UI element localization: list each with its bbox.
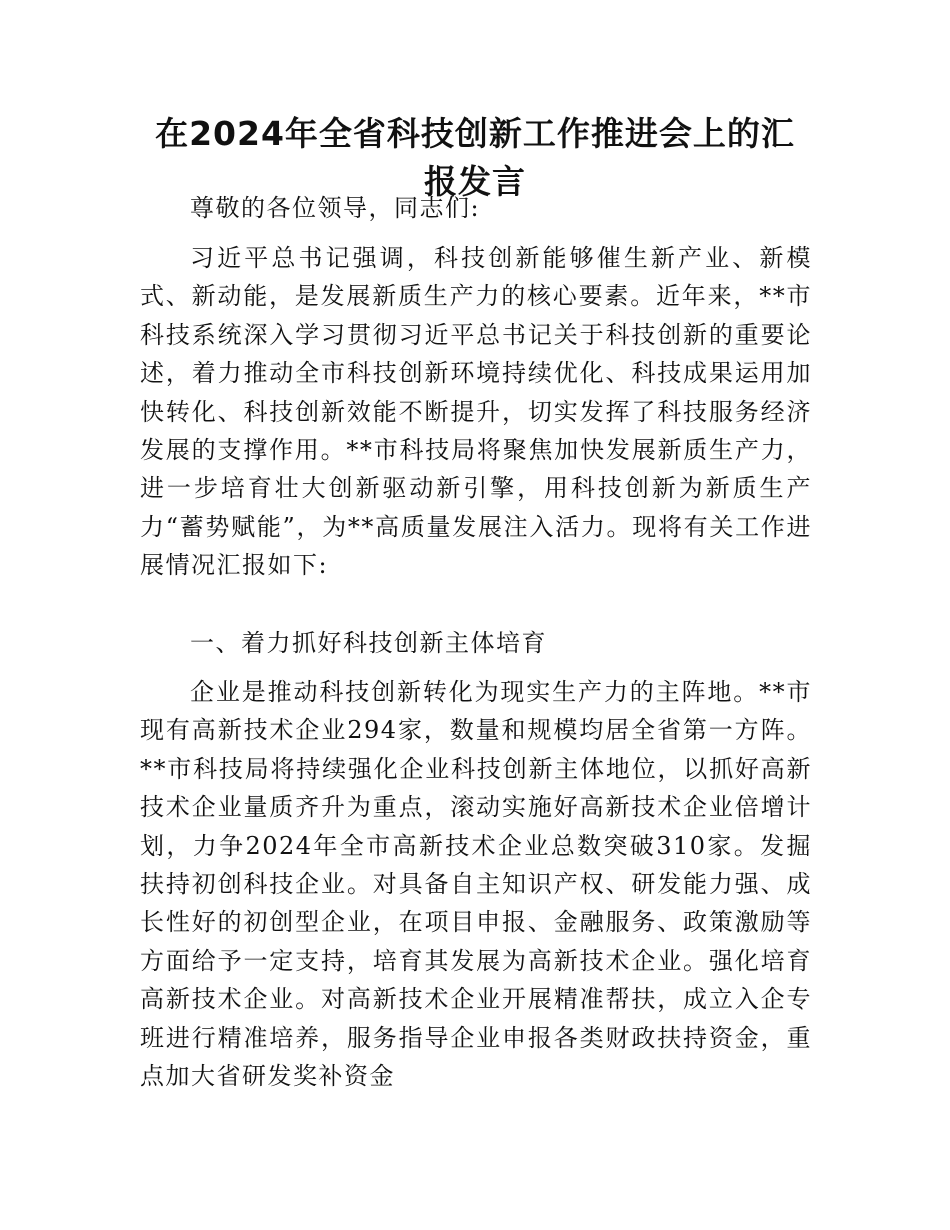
greeting-line: 尊敬的各位领导，同志们: (190, 194, 481, 222)
intro-paragraph: 习近平总书记强调，科技创新能够催生新产业、新模式、新动能，是发展新质生产力的核心要素。近年来，**市科技系统深入学习贯彻习近平总书记关于科技创新的重要论述，着力推动全市科技创新环境持续优化、科技成果运用加快转化、科技创新效能不断提升，切实发挥了科技服务经济发展的支撑作用。**市科技局将聚焦加快发展新质生产力，进一步培育壮大创新驱动新引擎，用科技创新为新质生产力“蓄势赋能”，为**高质量发展注入活力。现将有关工作进展情况汇报如下: (140, 244, 812, 580)
section-1-paragraph: 企业是推动科技创新转化为现实生产力的主阵地。**市现有高新技术企业294家，数量和规模均居全省第一方阵。**市科技局将持续强化企业科技创新主体地位，以抓好高新技术企业量质齐升为重点，滚动实施好高新技术企业倍增计划，力争2024年全市高新技术企业总数突破310家。发掘扶持初创科技企业。对具备自主知识产权、研发能力强、成长性好的初创型企业，在项目申报、金融服务、政策激励等方面给予一定支持，培育其发展为高新技术企业。强化培育高新技术企业。对高新技术企业开展精准帮扶，成立入企专班进行精准培养，服务指导企业申报各类财政扶持资金，重点加大省研发奖补资金 (140, 678, 812, 1091)
section-heading-1: 一、着力抓好科技创新主体培育 (190, 629, 547, 657)
document-title: 在2024年全省科技创新工作推进会上的汇报发言 (155, 114, 795, 201)
